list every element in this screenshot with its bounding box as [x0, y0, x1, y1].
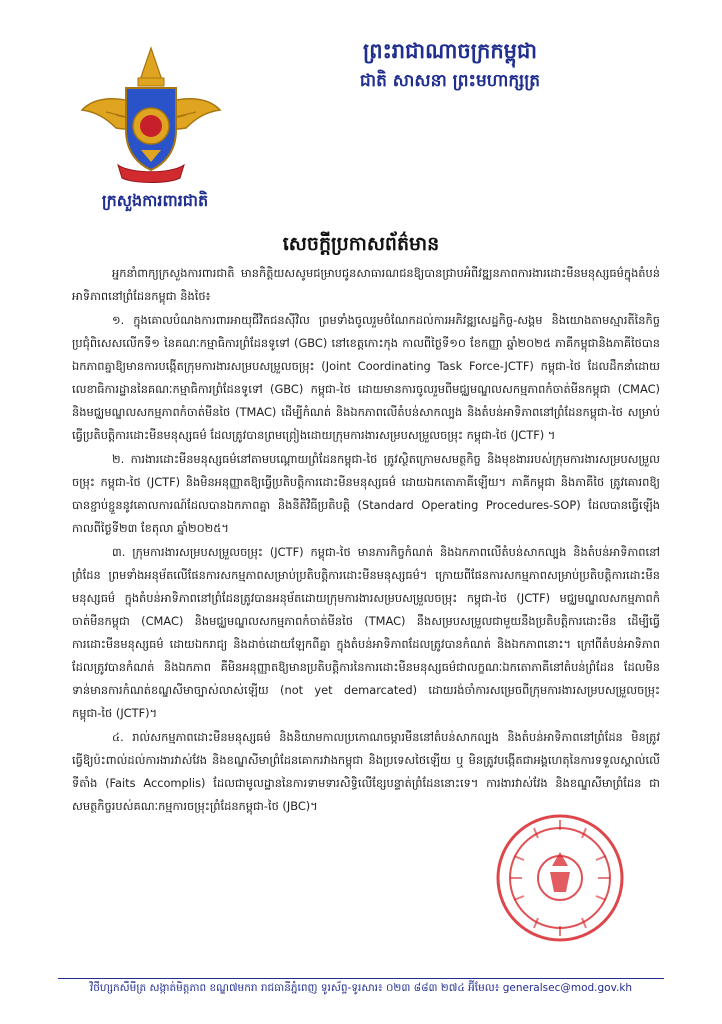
footer-contact: វិថីហ្សកសឺមីត្រ សង្កាត់មិត្តភាព ខណ្ឌ៧មករា រាជធានីភ្នំពេញ ទូរស័ព្ទ-ទូរសារ៖ ០២៣ ៨៨៣ ២៧៤ អ៊ីមែល៖ generalsec@mod.gov.kh: [89, 982, 633, 994]
national-motto: ជាតិ សាសនា ព្រះមហាក្សត្រ: [359, 71, 541, 91]
paragraph-3: ៣. ក្រុមការងារសម្របសម្រួលចម្រុះ (JCTF) កម្ពុជា-ថៃ មានភារកិច្ចកំណត់ និងឯកភាពលើតំបន់សាកល្បង និងតំបន់អាទិភាពនៅព្រំដែន ព្រមទាំងអនុម័តលើផែនការសកម្មភាពសម្រាប់ប្រតិបត្តិការដោះមីនមនុស្សធម៌។ ក្រោយពីផែនការសកម្មភាពសម្រាប់ប្រតិបត្តិការដោះមីនមនុស្សធម៌ ក្នុងតំបន់អាទិភាពនៅព្រំដែនត្រូវបានអនុម័តដោយក្រុមការងារសម្របសម្រួលចម្រុះ កម្ពុជា-ថៃ (JCTF) មជ្ឈមណ្ឌលសកម្មភាពកំចាត់មីនកម្ពុជា (CMAC) និងមជ្ឈមណ្ឌលសកម្មភាពកំចាត់មីនថៃ (TMAC) នឹងសម្របសម្រួលជាមួយនឹងប្រតិបត្តិការដោះមីន ដើម្បីធ្វើការដោះមីនមនុស្សធម៌ ដោយឯករាជ្យ និងដាច់ដោយឡែកពីគ្នា ក្នុងតំបន់អាទិភាពដែលត្រូវបានកំណត់ និងឯកភាពនោះ។ ក្រៅពីតំបន់អាទិភាពដែលត្រូវបានកំណត់ និងឯកភាព គឺមិនអនុញ្ញាតឱ្យមានប្រតិបត្តិការនៃការដោះមីនមនុស្សធម៌ជាលក្ខណៈឯកតោភាគីនៅតំបន់ព្រំដែន ដែលមិនទាន់មានការកំណត់ខណ្ឌសីមាច្បាស់លាស់ឡើយ (not yet demarcated) ដោយរង់ចាំការសម្រេចពីក្រុមការងារសម្របសម្រួលចម្រុះ កម្ពុជា-ថៃ (JCTF)។: [72, 545, 660, 720]
letterhead: [250, 36, 650, 94]
paragraph-4: ៤. រាល់សកម្មភាពដោះមីនមនុស្សធម៌ និងនិយាមកាលប្រកោណចម្ការមីននៅតំបន់សាកល្បង និងតំបន់អាទិភាពនៅព្រំដែន មិនត្រូវធ្វើឱ្យប៉ះពាល់ដល់ការងារវាស់វែង និងខណ្ឌសីមាព្រំដែនគោករវាងកម្ពុជា និងប្រទេសថៃឡើយ ឬ មិនត្រូវបង្កើតជាអង្គហេតុនៃការទទួលស្គាល់លើទីតាំង (Faits Accomplis) ដែលជាមូលដ្ឋាននៃការទាមទារសិទ្ធិលើខ្សែបន្ទាត់ព្រំដែននោះទេ។ ការងារវាស់វែង និងខណ្ឌសីមាព្រំដែន ជាសមត្ថកិច្ចរបស់គណៈកម្មការចម្រុះព្រំដែនកម្ពុជា-ថៃ (JBC)។: [72, 730, 660, 813]
paragraph-1: ១. ក្នុងគោលបំណងការពារអាយុជីវិតជនស៊ីវិល ព្រមទាំងចូលរួមចំណែកដល់ការអភិវឌ្ឍសេដ្ឋកិច្ច-សង្គម និងយោងតាមស្មារតីនៃកិច្ចប្រជុំពិសេសលើកទី១ នៃគណៈកម្មាធិការព្រំដែនទូទៅ (GBC) នៅខេត្តកោះកុង កាលពីថ្ងៃទី១០ ខែកញ្ញា ឆ្នាំ២០២៥ ភាគីកម្ពុជានិងភាគីថៃបានឯកភាពគ្នាឱ្យមានការបង្កើតក្រុមការងារសម្របសម្រួលចម្រុះ (Joint Coordinating Task Force-JCTF) កម្ពុជា-ថៃ ដែលដឹកនាំដោយលេខាធិការដ្ឋាននៃគណៈកម្មាធិការព្រំដែនទូទៅ (GBC) កម្ពុជា-ថៃ ដោយមានការចូលរួមពីមជ្ឈមណ្ឌលសកម្មភាពកំចាត់មីនកម្ពុជា (CMAC) និងមជ្ឈមណ្ឌលសកម្មភាពកំចាត់មីនថៃ (TMAC) ដើម្បីកំណត់ និងឯកភាពលើតំបន់សាកល្បង និងតំបន់អាទិភាពនៅព្រំដែនកម្ពុជា-ថៃ សម្រាប់ធ្វើប្រតិបត្តិការដោះមីនមនុស្សធម៌ ដែលត្រូវបានព្រមព្រៀងដោយក្រុមការងារសម្របសម្រួលចម្រុះ កម្ពុជា-ថៃ (JCTF) ។: [72, 313, 660, 442]
paragraph-2: ២. ការងារដោះមីនមនុស្សធម៌នៅតាមបណ្តោយព្រំដែនកម្ពុជា-ថៃ ត្រូវស្ថិតក្រោមសមត្ថកិច្ច និងមុខងាររបស់ក្រុមការងារសម្របសម្រួលចម្រុះ កម្ពុជា-ថៃ (JCTF) និងមិនអនុញ្ញាតឱ្យធ្វើប្រតិបត្តិការដោះមីនមនុស្សធម៌ ដោយឯកតោភាគីឡើយ។ ភាគីកម្ពុជា និងភាគីថៃ ត្រូវគោរពឱ្យបានខ្ជាប់ខ្ជួននូវគោលការណ៍ដែលបានឯកភាពគ្នា និងនីតិវិធីប្រតិបត្តិ (Standard Operating Procedures-SOP) ដែលបានធ្វើឡើងកាលពីថ្ងៃទី២៣ ខែតុលា ឆ្នាំ២០២៥។: [72, 452, 660, 535]
footer-divider: [58, 978, 664, 979]
kingdom-name: ព្រះរាជាណាចក្រកម្ពុជា: [362, 39, 537, 63]
document-title: សេចក្តីប្រកាសព័ត៌មាន: [282, 233, 440, 255]
ministry-name: ក្រសួងការពារជាតិ: [101, 191, 209, 210]
intro-paragraph: អ្នកនាំពាក្យក្រសួងការពារជាតិ មានកិត្តិយសសូមជម្រាបជូនសាធារណជនឱ្យបានជ្រាបអំពីវឌ្ឍនភាពការងារដោះមីនមនុស្សធម៌ក្នុងតំបន់អាទិភាពនៅព្រំដែនកម្ពុជា និងថៃ៖: [72, 266, 660, 303]
ministry-emblem-icon: [76, 40, 226, 190]
official-seal-icon: [494, 812, 626, 944]
document-body: [72, 262, 660, 819]
